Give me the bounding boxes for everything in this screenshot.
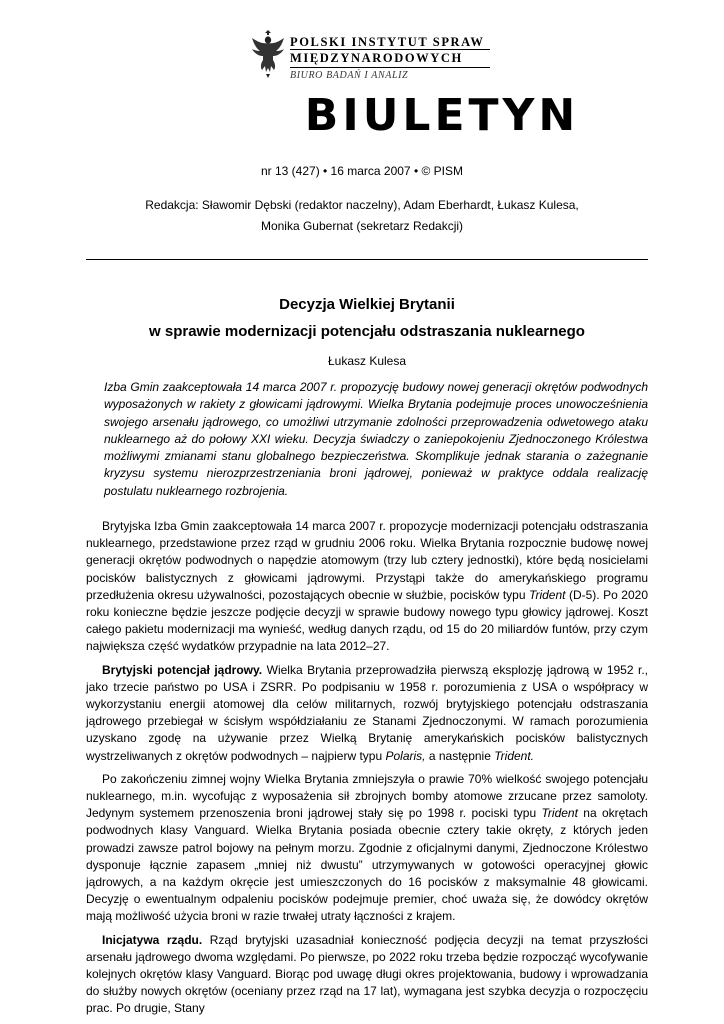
masthead-text: BIULETYN: [304, 90, 580, 141]
body-paragraph: Inicjatywa rządu. Rząd brytyjski uzasadniał konieczność podjęcia decyzji na temat przyszłości arsenału jądrowego dwoma względami. Po pierwsze, po 2022 roku trzeba będzie rozpocząć wycofywanie kolejnych okrętów klasy Vanguard. Biorąc pod uwagę długi okres projektowania, budowy i wprowadzania do służby nowych okrętów (oceniany przez rząd na 17 lat), wymagana jest szybka decyzja o rozpoczęciu prac. Po drugie, Stany: [86, 932, 649, 1016]
institute-logo-block: [250, 30, 490, 90]
body-paragraph: Brytyjski potencjał jądrowy. Wielka Brytania przeprowadziła pierwszą eksplozję jądrową w 1952 r., jako trzecie państwo po USA i ZSRR. Po podpisaniu w 1958 r. porozumienia z USA o współpracy w wykorzystaniu energii atomowej dla celów militarnych, rozwój brytyjskiego potencjału odstraszania jądrowego przebiegał w ścisłym współdziałaniu ze Stanami Zjednoczonymi. W ramach porozumienia uzyskano zgodę na używanie przez Wielką Brytanię amerykańskich pocisków balistycznych wystrzeliwanych z okrętów podwodnych – najpierw typu Polaris, a następnie Trident.: [86, 662, 648, 763]
masthead-title: [0, 90, 724, 141]
editors-line: Monika Gubernat (sekretarz Redakcji): [260, 219, 464, 233]
section-heading: Inicjatywa rządu.: [102, 932, 203, 947]
header-divider: [290, 67, 490, 68]
section-divider: [86, 259, 648, 260]
institute-unit: BIURO BADAŃ I ANALIZ: [290, 70, 409, 81]
issue-meta: nr 13 (427) • 16 marca 2007 • © PISM: [260, 164, 463, 178]
eagle-emblem-icon: [250, 30, 286, 78]
article-body: [86, 518, 648, 1024]
article-title: [86, 291, 648, 345]
institute-name-line2: MIĘDZYNARODOWYCH: [290, 51, 463, 65]
article-abstract: Izba Gmin zaakceptowała 14 marca 2007 r. propozycję budowy nowej generacji okrętów podwodnych wyposażonych w rakiety z głowicami jądrowymi. Wielka Brytania podejmuje proces unowocześnienia swojego arsenału jądrowego, co umożliwi utrzymanie zdolności przeprowadzenia odwetowego ataku nuklearnego aż do połowy XXI wieku. Decyzja świadczy o zaniepokojeniu Zjednoczonego Królestwa możliwymi zmianami stanu globalnego bezpieczeństwa. Skomplikuje jednak starania o zażegnanie kryzysu systemu nierozprzestrzeniania broni jądrowej, ponieważ w praktyce oddala realizację postulatu nuklearnego rozbrojenia.: [104, 380, 648, 498]
body-paragraph: Brytyjska Izba Gmin zaakceptowała 14 marca 2007 r. propozycje modernizacji potencjału odstraszania nuklearnego, przedstawione przez rząd w grudniu 2006 roku. Wielka Brytania rozpocznie budowę nowej generacji okrętów podwodnych o napędzie atomowym (trzy lub cztery jednostki), które będą nosicielami pocisków balistycznych z głowicami jądrowymi. Przystąpi także do amerykańskiego programu przedłużenia okresu używalności, pozostających obecnie w służbie, pocisków typu Trident (D-5). Po 2020 roku konieczne będzie jeszcze podjęcie decyzji w sprawie budowy nowego typu głowicy jądrowej. Koszt całego pakietu modernizacji ma wynieść, według danych rządu, od 15 do 20 miliardów funtów, przy czym największa część wydatków przypadnie na lata 2012–27.: [86, 519, 649, 654]
header-divider: [290, 49, 490, 50]
body-paragraph: Po zakończeniu zimnej wojny Wielka Brytania zmniejszyła o prawie 70% wielkość swojego potencjału nuklearnego, m.in. wycofując z wyposażenia sił zbrojnych bomby atomowe zrzucane przez samoloty. Jedynym systemem przenoszenia broni jądrowej stały się po 1998 r. pociski typu Trident na okrętach podwodnych klasy Vanguard. Wielka Brytania posiada obecnie cztery takie okręty, z których jeden prowadzi zawsze patrol bojowy na pełnym morzu. Zgodnie z oficjalnymi danymi, Zjednoczone Królestwo dysponuje łącznie zapasem „mniej niż dwustu” utrzymywanych w gotowości operacyjnej głowic jądrowych, a na każdym okręcie jest umieszczonych do 16 pocisków z maksymalnie 48 głowicami. Decyzję o ewentualnym odpaleniu pocisków podejmuje premier, choć uważa się, że dowódcy okrętów mają możliwość użycia broni w razie trwałej utraty łączności z krajem.: [86, 771, 648, 924]
title-line: w sprawie modernizacji potencjału odstraszania nuklearnego: [149, 323, 585, 340]
article-author: Łukasz Kulesa: [327, 354, 407, 368]
editorial-board: [140, 195, 584, 237]
title-line: Decyzja Wielkiej Brytanii: [279, 296, 455, 313]
section-heading: Brytyjski potencjał jądrowy.: [102, 662, 263, 677]
editors-line: Redakcja: Sławomir Dębski (redaktor naczelny), Adam Eberhardt, Łukasz Kulesa,: [145, 198, 579, 212]
institute-name-line1: POLSKI INSTYTUT SPRAW: [290, 35, 485, 49]
